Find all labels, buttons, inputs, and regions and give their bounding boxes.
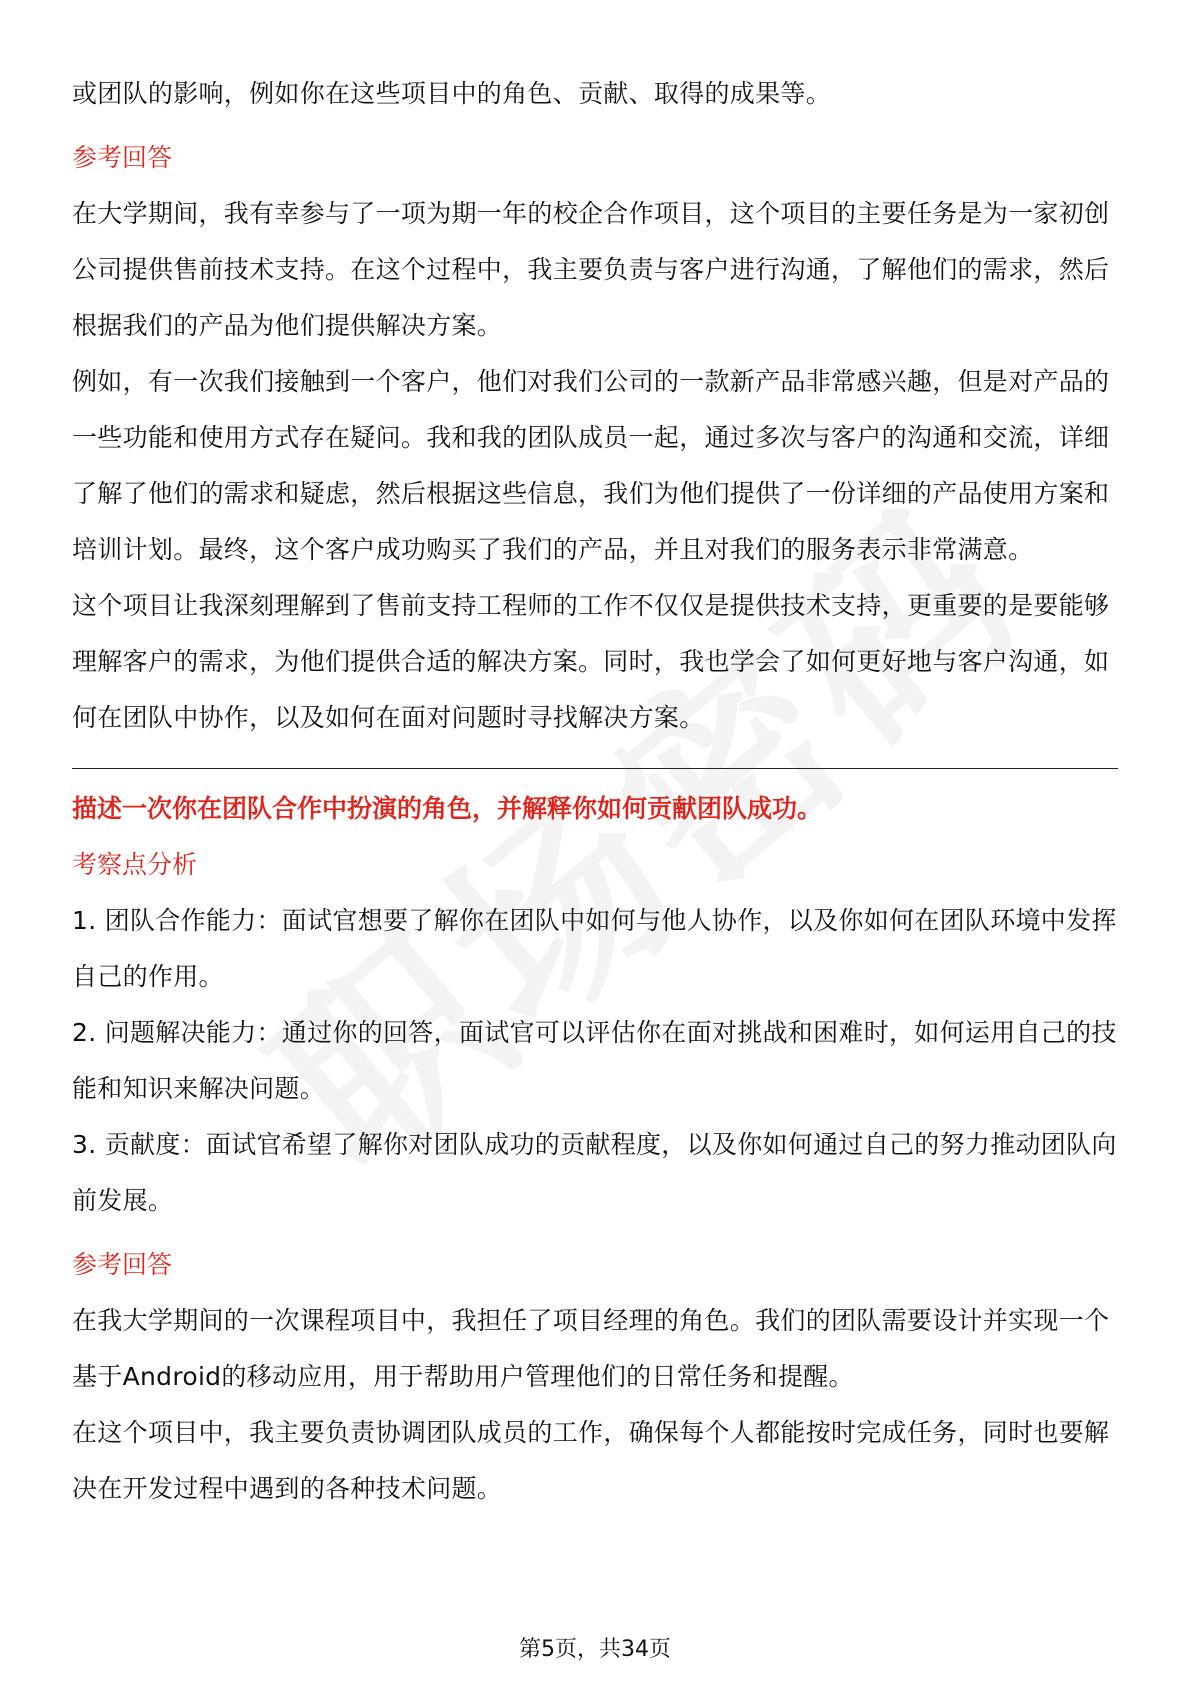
answer-1-paragraph-3: 这个项目让我深刻理解到了售前支持工程师的工作不仅仅是提供技术支持，更重要的是要能够理解客户的需求，为他们提供合适的解决方案。同时，我也学会了如何更好地与客户沟通，如何在团队中协作，以及如何在面对问题时寻找解决方案。: [72, 591, 1110, 732]
answer-1-paragraph-1: 在大学期间，我有幸参与了一项为期一年的校企合作项目，这个项目的主要任务是为一家初创公司提供售前技术支持。在这个过程中，我主要负责与客户进行沟通，了解他们的需求，然后根据我们的产品为他们提供解决方案。: [72, 199, 1110, 340]
analysis-heading: 考察点分析: [72, 850, 198, 879]
intro-paragraph-tail: 或团队的影响，例如你在这些项目中的角色、贡献、取得的成果等。: [72, 79, 832, 108]
reference-answer-heading-1: 参考回答: [72, 143, 173, 172]
reference-answer-heading-2: 参考回答: [72, 1250, 173, 1279]
analysis-point-2: 2. 问题解决能力：通过你的回答，面试官可以评估你在面对挑战和困难时，如何运用自己的技能和知识来解决问题。: [72, 1018, 1117, 1103]
analysis-point-3: 3. 贡献度：面试官希望了解你对团队成功的贡献程度，以及你如何通过自己的努力推动团队向前发展。: [72, 1130, 1117, 1215]
answer-2-paragraph-1: 在我大学期间的一次课程项目中，我担任了项目经理的角色。我们的团队需要设计并实现一个基于Android的移动应用，用于帮助用户管理他们的日常任务和提醒。: [72, 1306, 1110, 1391]
page-number-footer: 第5页，共34页: [519, 1637, 671, 1662]
section-divider: [72, 768, 1118, 769]
document-body: [72, 66, 1118, 1517]
analysis-point-1: 1. 团队合作能力：面试官想要了解你在团队中如何与他人协作，以及你如何在团队环境中发挥自己的作用。: [72, 906, 1117, 991]
question-heading: 描述一次你在团队合作中扮演的角色，并解释你如何贡献团队成功。: [72, 794, 823, 823]
answer-2-paragraph-2: 在这个项目中，我主要负责协调团队成员的工作，确保每个人都能按时完成任务，同时也要解决在开发过程中遇到的各种技术问题。: [72, 1418, 1110, 1503]
answer-1-paragraph-2: 例如，有一次我们接触到一个客户，他们对我们公司的一款新产品非常感兴趣，但是对产品的一些功能和使用方式存在疑问。我和我的团队成员一起，通过多次与客户的沟通和交流，详细了解了他们的需求和疑虑，然后根据这些信息，我们为他们提供了一份详细的产品使用方案和培训计划。最终，这个客户成功购买了我们的产品，并且对我们的服务表示非常满意。: [72, 367, 1110, 564]
